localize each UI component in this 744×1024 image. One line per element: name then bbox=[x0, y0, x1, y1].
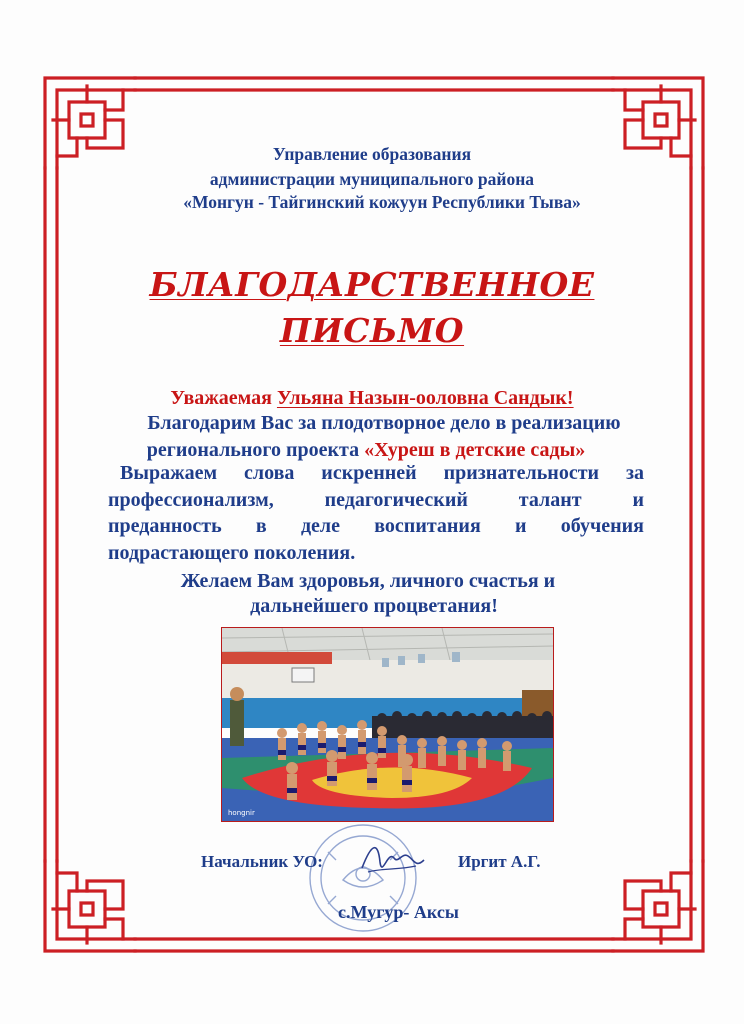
recipient-name: Ульяна Назын-ооловна Сандык! bbox=[276, 387, 574, 409]
coach-figure bbox=[230, 687, 244, 746]
wishes-line-1: Желаем Вам здоровья, личного счастья и bbox=[180, 570, 556, 592]
corner-knot-top-left-stroke-2 bbox=[69, 102, 105, 138]
corner-knot-top-left-stroke-7 bbox=[105, 90, 123, 110]
corner-knot-bottom-right-stroke-2 bbox=[643, 891, 679, 927]
paragraph-line-1 bbox=[108, 460, 644, 487]
wrestling-class-photo bbox=[221, 627, 554, 822]
paragraph-line-3: преданность в деле воспитания и обучения bbox=[108, 515, 644, 537]
signer-position: Начальник УО: bbox=[201, 852, 323, 871]
signer-name: Иргит А.Г. bbox=[458, 852, 541, 871]
paragraph-line-1-text: Выражаем слова искренней признательности за bbox=[120, 462, 644, 484]
wall-banner bbox=[222, 652, 332, 664]
issuer-line-1: Управление образования bbox=[272, 144, 472, 164]
wishes-line-2: дальнейшего процветания! bbox=[250, 595, 498, 617]
issuer-line-3: «Монгун - Тайгинский кожуун Республики Тыва» bbox=[183, 192, 581, 212]
issuer-line-2: администрации муниципального района bbox=[209, 169, 535, 189]
document-title-line-2: ПИСЬМО bbox=[279, 311, 465, 350]
paragraph-line-2: профессионализм, педагогический талант и bbox=[108, 488, 644, 511]
issue-place: с.Мугур- Аксы bbox=[338, 902, 459, 922]
project-name: «Хуреш в детские сады» bbox=[364, 439, 586, 461]
corner-knot-bottom-left-stroke-3 bbox=[81, 903, 93, 915]
corner-knot-bottom-right-stroke-3 bbox=[655, 903, 667, 915]
greeting bbox=[0, 385, 744, 411]
corner-knot-top-right-stroke-7 bbox=[625, 90, 643, 110]
thanks-line: Благодарим Вас за плодотворное дело в реализацию bbox=[147, 412, 621, 434]
corner-knot-bottom-right-stroke-7 bbox=[625, 919, 643, 939]
project-prefix: регионального проекта bbox=[146, 439, 360, 461]
gym-scene-illustration bbox=[222, 628, 553, 821]
basketball-backboard bbox=[292, 668, 314, 682]
greeting-prefix: Уважаемая bbox=[170, 387, 272, 409]
photo-watermark: hongnir bbox=[228, 809, 255, 817]
document-title-line-1: БЛАГОДАРСТВЕННОЕ bbox=[149, 265, 595, 304]
corner-knot-bottom-left-stroke-2 bbox=[69, 891, 105, 927]
paragraph-line-4: подрастающего поколения. bbox=[108, 541, 356, 564]
gratitude-paragraph bbox=[108, 460, 644, 566]
corner-knot-top-right-stroke-3 bbox=[655, 114, 667, 126]
signature-row bbox=[0, 852, 744, 882]
corner-knot-top-right-stroke-2 bbox=[643, 102, 679, 138]
corner-knot-top-left-stroke-3 bbox=[81, 114, 93, 126]
corner-knot-bottom-left-stroke-7 bbox=[105, 919, 123, 939]
